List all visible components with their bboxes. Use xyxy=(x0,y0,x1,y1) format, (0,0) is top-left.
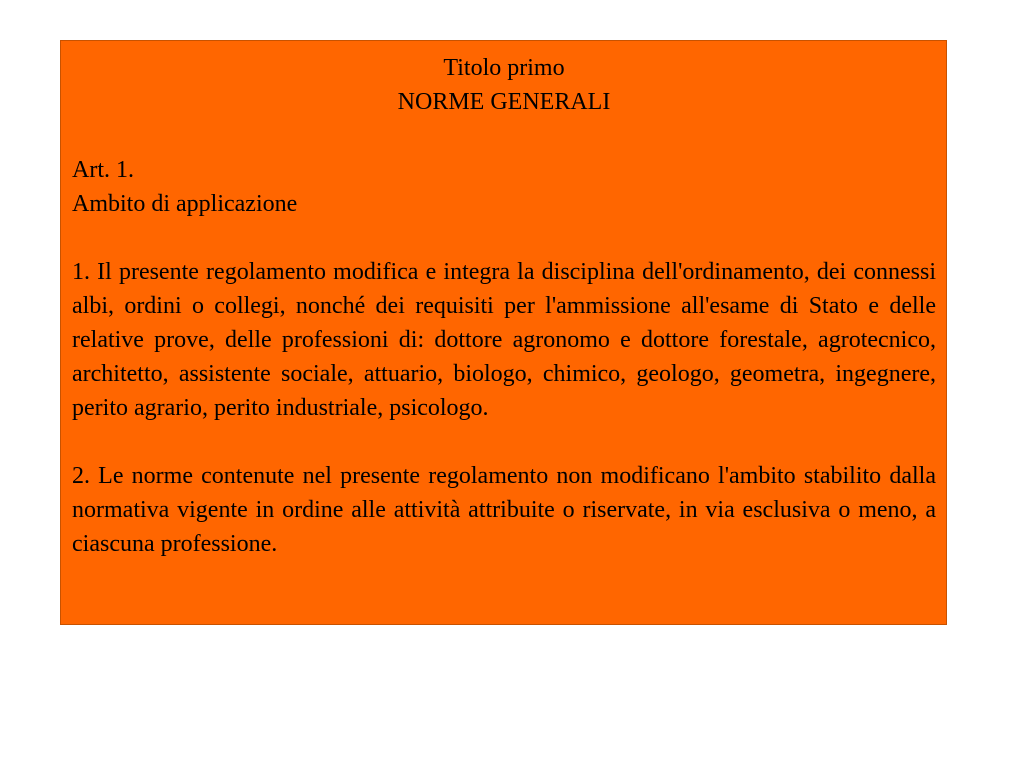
title-line-1: Titolo primo xyxy=(443,55,565,81)
spacer xyxy=(72,425,936,459)
paragraph-1: 1. Il presente regolamento modifica e integra la disciplina dell'ordinamento, dei connessi albi, ordini o collegi, nonché dei requisiti per l'ammissione all'esame di Stato e delle relative prove, delle professioni di: dottore agronomo e dottore forestale, agrotecnico, architetto, assistente sociale, attuario, biologo, chimico, geologo, geometra, ingegnere, perito agrario, perito industriale, psicologo. xyxy=(72,259,936,421)
paragraph-2: 2. Le norme contenute nel presente regolamento non modificano l'ambito stabilito dalla normativa vigente in ordine alle attività attribuite o riservate, in via esclusiva o meno, a ciascuna professione. xyxy=(72,463,936,557)
spacer xyxy=(72,221,936,255)
title-line-2: NORME GENERALI xyxy=(397,89,611,115)
article-subject: Ambito di applicazione xyxy=(72,191,298,217)
spacer xyxy=(72,119,936,153)
text-panel xyxy=(60,40,947,625)
article-number: Art. 1. xyxy=(72,157,134,183)
